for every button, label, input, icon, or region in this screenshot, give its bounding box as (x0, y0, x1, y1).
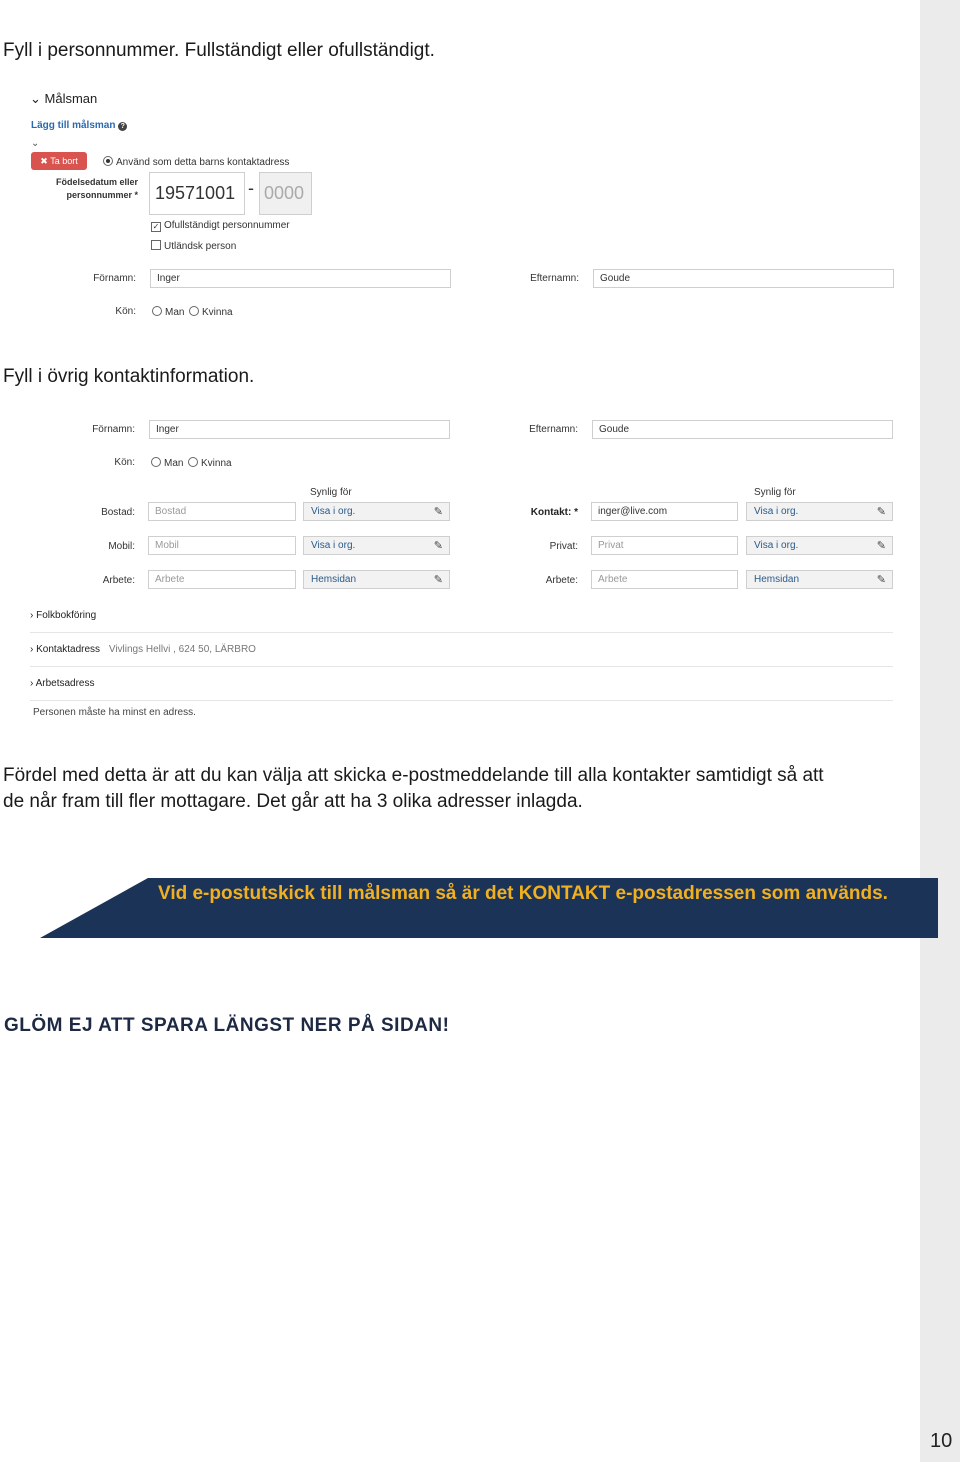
intro-text: Fyll i personnummer. Fullständigt eller ofullständigt. (3, 40, 435, 61)
accordion-arbetsadress[interactable] (30, 678, 893, 701)
visibility-label: Visa i org. (754, 506, 799, 517)
accordion-label: Folkbokföring (36, 610, 97, 621)
radio-icon (103, 156, 113, 166)
pnr-date-input[interactable]: 19571001 (149, 172, 245, 215)
visibility-label: Visa i org. (311, 540, 356, 551)
accordion-kontaktadress[interactable] (30, 644, 893, 667)
edit-icon: ✎ (433, 506, 443, 518)
accordion-label: Arbetsadress (35, 678, 95, 689)
radio-icon (189, 306, 199, 316)
incomplete-pnr-checkbox[interactable] (151, 220, 290, 232)
lastname-label: Efternamn: (530, 273, 579, 284)
section-title: Målsman (44, 91, 98, 106)
mobile-input[interactable]: Mobil (148, 536, 296, 555)
firstname-label: Förnamn: (92, 424, 135, 435)
contact-email-label: Kontakt: * (530, 507, 578, 518)
visibility-label: Visa i org. (754, 540, 799, 551)
gender-female-label: Kvinna (201, 458, 232, 469)
firstname-label: Förnamn: (93, 273, 136, 284)
private-email-label: Privat: (549, 541, 578, 552)
body-text-line2: de når fram till fler mottagare. Det går att ha 3 olika adresser inlagda. (3, 791, 583, 812)
home-phone-input[interactable]: Bostad (148, 502, 296, 521)
mobile-visibility-select[interactable] (303, 536, 450, 555)
chevron-right-icon: › (30, 644, 34, 655)
gender-male-radio[interactable] (152, 306, 184, 318)
accordion-label: Kontaktadress (36, 644, 101, 655)
radio-icon (151, 457, 161, 467)
edit-icon: ✎ (876, 506, 886, 518)
home-visibility-select[interactable] (303, 502, 450, 521)
chevron-down-icon: ⌄ (30, 91, 41, 106)
add-guardian-label: Lägg till målsman (31, 120, 116, 131)
edit-icon: ✎ (433, 540, 443, 552)
gender-male-radio[interactable] (151, 457, 183, 469)
gender-male-label: Man (164, 458, 184, 469)
pnr-label-line1: Födelsedatum eller (55, 177, 138, 187)
use-address-label: Använd som detta barns kontaktadress (116, 157, 290, 168)
gender-male-label: Man (165, 307, 185, 318)
delete-label: Ta bort (50, 156, 78, 166)
pnr-label (40, 176, 138, 202)
edit-icon: ✎ (876, 574, 886, 586)
work-phone-label: Arbete: (102, 575, 135, 586)
gender-female-radio[interactable] (189, 306, 233, 318)
pnr-suffix-input[interactable]: 0000 (259, 172, 312, 215)
visibility-label: Hemsidan (754, 574, 800, 585)
gender-label: Kön: (115, 306, 136, 317)
section-malsman[interactable] (30, 91, 97, 107)
contact-intro-text: Fyll i övrig kontaktinformation. (3, 366, 255, 387)
lastname-label: Efternamn: (529, 424, 578, 435)
radio-icon (188, 457, 198, 467)
contact-visibility-select[interactable] (746, 502, 893, 521)
visibility-label: Hemsidan (311, 574, 357, 585)
home-phone-label: Bostad: (101, 507, 135, 518)
delete-button[interactable] (31, 152, 87, 170)
gender-female-radio[interactable] (188, 457, 232, 469)
checkbox-checked-icon: ✓ (152, 222, 160, 231)
work-phone-visibility-select[interactable] (303, 570, 450, 589)
page-number: 10 (930, 1430, 953, 1452)
work-email-input[interactable]: Arbete (591, 570, 738, 589)
work-email-label: Arbete: (545, 575, 578, 586)
radio-icon (152, 306, 162, 316)
firstname-input[interactable]: Inger (149, 420, 450, 439)
body-text-line1: Fördel med detta är att du kan välja att skicka e-postmeddelande till alla kontakter samtidigt så att (3, 765, 824, 786)
address-note: Personen måste ha minst en adress. (33, 707, 196, 718)
edit-icon: ✎ (876, 540, 886, 552)
banner-text: Vid e-postutskick till målsman så är det KONTAKT e-postadressen som används. (158, 883, 888, 904)
lastname-input[interactable]: Goude (593, 269, 894, 288)
mobile-label: Mobil: (108, 541, 135, 552)
gender-female-label: Kvinna (202, 307, 233, 318)
chevron-right-icon: › (30, 678, 34, 689)
remove-icon: ✖ (40, 156, 48, 166)
visible-for-header: Synlig för (754, 487, 796, 498)
chevron-right-icon: › (30, 610, 34, 621)
save-reminder: GLÖM EJ ATT SPARA LÄNGST NER PÅ SIDAN! (4, 1015, 450, 1036)
contact-email-input[interactable]: inger@live.com (591, 502, 738, 521)
contact-address-value: Vivlings Hellvi , 624 50, LÄRBRO (108, 644, 256, 655)
pnr-label-line2: personnummer * (66, 190, 138, 200)
visibility-label: Visa i org. (311, 506, 356, 517)
edit-icon: ✎ (433, 574, 443, 586)
private-visibility-select[interactable] (746, 536, 893, 555)
gender-label: Kön: (114, 457, 135, 468)
add-guardian-link[interactable] (31, 120, 127, 131)
checkbox-icon (151, 240, 161, 250)
use-address-radio[interactable] (103, 156, 289, 168)
foreign-person-checkbox[interactable] (151, 240, 236, 252)
chevron-down-icon: ⌄ (31, 138, 40, 149)
work-email-visibility-select[interactable] (746, 570, 893, 589)
incomplete-pnr-label: Ofullständigt personnummer (164, 220, 290, 231)
accordion-folkbokforing[interactable] (30, 610, 893, 633)
help-icon: ? (118, 122, 127, 131)
page-margin-bar (920, 0, 960, 1462)
firstname-input[interactable]: Inger (150, 269, 451, 288)
visible-for-header: Synlig för (310, 487, 352, 498)
lastname-input[interactable]: Goude (592, 420, 893, 439)
pnr-dash: - (248, 178, 254, 198)
work-phone-input[interactable]: Arbete (148, 570, 296, 589)
private-email-input[interactable]: Privat (591, 536, 738, 555)
foreign-person-label: Utländsk person (164, 241, 237, 252)
